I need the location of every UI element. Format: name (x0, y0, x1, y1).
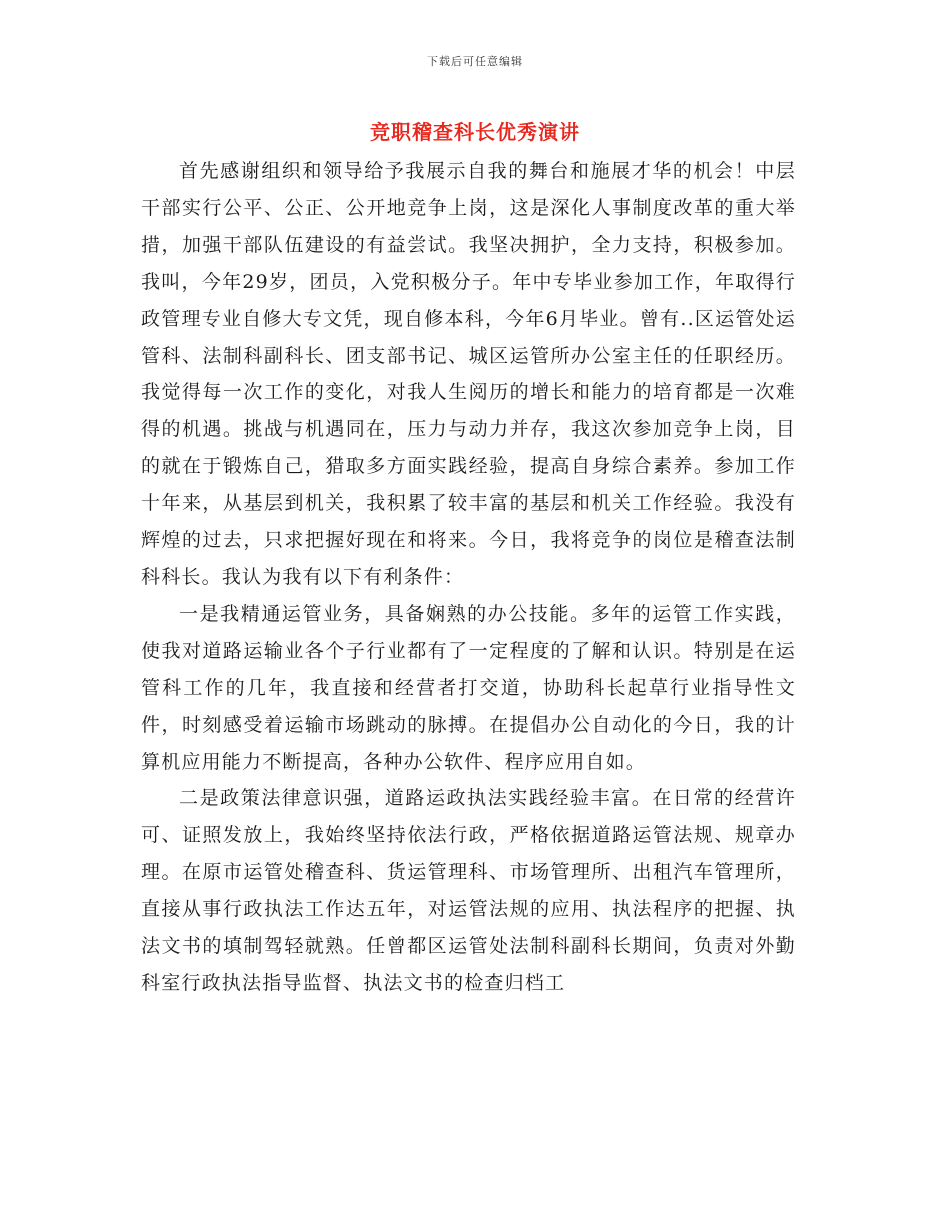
paragraph-first-point: 一是我精通运管业务，具备娴熟的办公技能。多年的运管工作实践，使我对道路运输业各个子行业都有了一定程度的了解和认识。特别是在运管科工作的几年，我直接和经营者打交道，协助科长起草行业指导性文件，时刻感受着运输市场跳动的脉搏。在提倡办公自动化的今日，我的计算机应用能力不断提高，各种办公软件、程序应用自如。 (141, 602, 796, 773)
document-title: 竞职稽查科长优秀演讲 (370, 120, 580, 144)
paragraph-second-point: 二是政策法律意识强，道路运政执法实践经验丰富。在日常的经营许可、证照发放上，我始终坚持依法行政，严格依据道路运管法规、规章办理。在原市运管处稽查科、货运管理科、市场管理所、出租汽车管理所，直接从事行政执法工作达五年，对运管法规的应用、执法程序的把握、执法文书的填制驾轻就熟。任曾都区运管处法制科副科长期间，负责对外勤科室行政执法指导监督、执法文书的检查归档工 (141, 787, 796, 994)
header-note: 下载后可任意编辑 (427, 55, 523, 68)
document-body (141, 153, 796, 1002)
paragraph-intro: 首先感谢组织和领导给予我展示自我的舞台和施展才华的机会！中层干部实行公平、公正、公开地竞争上岗，这是深化人事制度改革的重大举措，加强干部队伍建设的有益尝试。我坚决拥护，全力支持，积极参加。我叫，今年29岁，团员，入党积极分子。年中专毕业参加工作，年取得行政管理专业自修大专文凭，现自修本科，今年6月毕业。曾有..区运管处运管科、法制科副科长、团支部书记、城区运管所办公室主任的任职经历。我觉得每一次工作的变化，对我人生阅历的增长和能力的培育都是一次难得的机遇。挑战与机遇同在，压力与动力并存，我这次参加竞争上岗，目的就在于锻炼自己，猎取多方面实践经验，提高自身综合素养。参加工作十年来，从基层到机关，我积累了较丰富的基层和机关工作经验。我没有辉煌的过去，只求把握好现在和将来。今日，我将竞争的岗位是稽查法制科科长。我认为我有以下有利条件： (141, 160, 796, 588)
